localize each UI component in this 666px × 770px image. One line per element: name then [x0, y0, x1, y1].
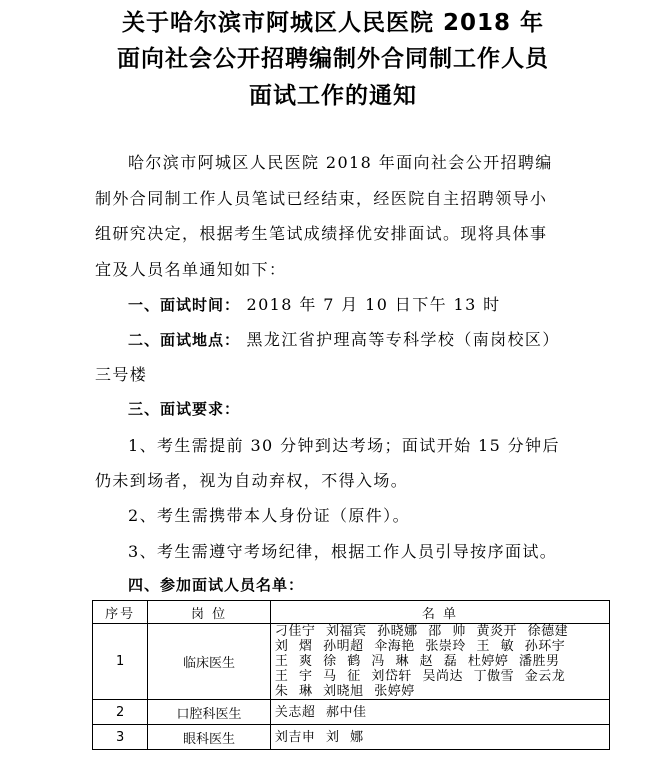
requirements-heading: 三、面试要求：: [128, 400, 241, 418]
name-line: 朱 琳 刘晓旭 张婷婷: [274, 684, 415, 699]
intro-line-4: 宜及人员名单通知如下：: [95, 260, 287, 279]
interview-time-value: 2018 年 7 月 10 日下午 13 时: [246, 295, 501, 314]
row-post: 口腔科医生: [148, 700, 271, 725]
requirement-3: 3、考生需遵守考场纪律，根据工作人员引导按序面试。: [128, 542, 558, 561]
name-line: 刘 熠 孙明超 伞海艳 张崇玲 王 敏 孙环宇: [274, 639, 566, 654]
intro-line-3: 组研究决定，根据考生笔试成绩择优安排面试。现将具体事: [95, 224, 548, 243]
intro-line-2: 制外合同制工作人员笔试已经结束，经医院自主招聘领导小: [95, 189, 548, 208]
name-line: 刁佳宁 刘福宾 孙晓娜 邵 帅 黄炎开 徐德建: [274, 624, 569, 639]
notice-title-line-2: 面向社会公开招聘编制外合同制工作人员: [117, 46, 549, 72]
row-no: 3: [93, 725, 148, 750]
header-post: 岗 位: [148, 601, 271, 624]
notice-title-line-3: 面试工作的通知: [249, 83, 417, 109]
table-row: [93, 725, 610, 750]
row-names: [270, 624, 609, 700]
row-post: 眼科医生: [148, 725, 271, 750]
row-names: [270, 725, 609, 750]
requirement-1-line-2: 仍未到场者，视为自动弃权，不得入场。: [95, 471, 409, 490]
header-no: 序号: [93, 601, 148, 624]
requirement-2: 2、考生需携带本人身份证（原件）。: [128, 506, 410, 525]
table-row: [93, 624, 610, 700]
interview-place-continued: 三号楼: [95, 365, 148, 384]
interview-time: [128, 292, 501, 315]
name-line: 王 爽 徐 鹤 冯 琳 赵 磊 杜婷婷 潘胜男: [274, 654, 560, 669]
candidate-table: [92, 600, 610, 750]
row-post: 临床医生: [148, 624, 271, 700]
table-header-row: [93, 601, 610, 624]
interview-place-value: 黑龙江省护理高等专科学校（南岗校区）: [246, 330, 560, 349]
name-line: 刘吉申 刘 娜: [274, 729, 364, 745]
interview-place: [128, 327, 560, 350]
table-row: [93, 700, 610, 725]
interview-place-label: 二、面试地点：: [128, 331, 241, 349]
interview-time-label: 一、面试时间：: [128, 296, 241, 314]
header-names: 名 单: [270, 601, 609, 624]
requirement-1-line-1: 1、考生需提前 30 分钟到达考场；面试开始 15 分钟后: [128, 436, 560, 455]
row-names: [270, 700, 609, 725]
candidate-list-heading: 四、参加面试人员名单：: [128, 576, 305, 594]
name-line: 王 宇 马 征 刘岱轩 吴尚达 丁傲雪 金云龙: [274, 669, 566, 684]
intro-line-1: 哈尔滨市阿城区人民医院 2018 年面向社会公开招聘编: [128, 153, 553, 172]
row-no: 2: [93, 700, 148, 725]
name-line: 关志超 郝中佳: [274, 704, 367, 720]
row-no: 1: [93, 624, 148, 700]
notice-title-line-1: 关于哈尔滨市阿城区人民医院 2018 年: [121, 10, 545, 36]
